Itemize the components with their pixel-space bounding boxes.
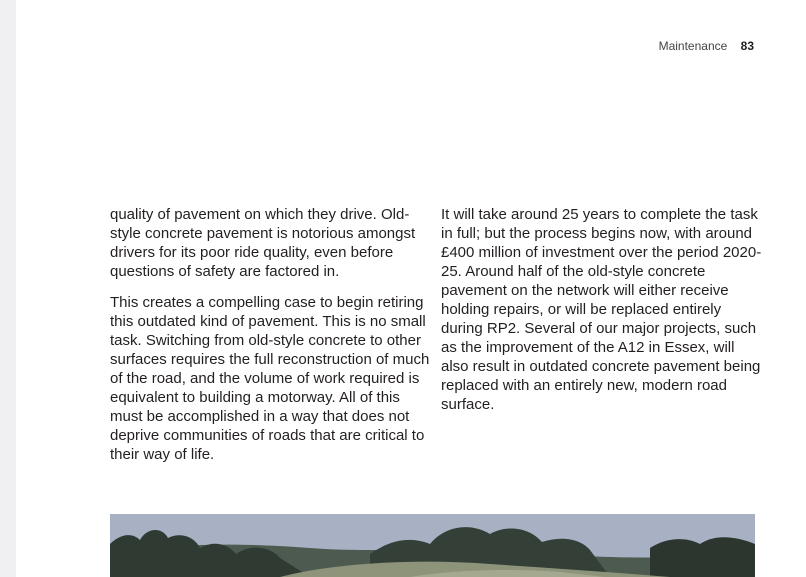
page-number: 83 — [740, 39, 754, 53]
section-title: Maintenance — [658, 39, 728, 53]
left-paragraph-1: quality of pavement on which they drive. Old-style concrete pavement is notorious amongst drivers for its poor ride quality, even before questions of safety are factored in. — [110, 206, 416, 280]
document-page — [16, 0, 806, 577]
landscape-photo — [110, 514, 755, 577]
left-text-column — [110, 205, 432, 476]
right-paragraph-1: It will take around 25 years to complete the task in full; but the process begins now, with around £400 million of investment over the period 2020-25. Around half of the old-style concrete pavement on the network will either receive holding repairs, or will be replaced entirely during RP2. Several of our major projects, such as the improvement of the A12 in Essex, will also result in outdated concrete pavement being replaced with an entirely new, modern road surface. — [441, 206, 762, 413]
left-paragraph-2: This creates a compelling case to begin retiring this outdated kind of pavement. This is no small task. Switching from old-style concrete to other surfaces requires the full reconstruction of much of the road, and the volume of work required is equivalent to building a motorway. All of this must be accomplished in a way that does not deprive communities of roads that are critical to their way of life. — [110, 294, 430, 463]
right-text-column — [441, 205, 766, 426]
running-header — [659, 39, 754, 53]
viewer-gutter — [0, 0, 16, 577]
